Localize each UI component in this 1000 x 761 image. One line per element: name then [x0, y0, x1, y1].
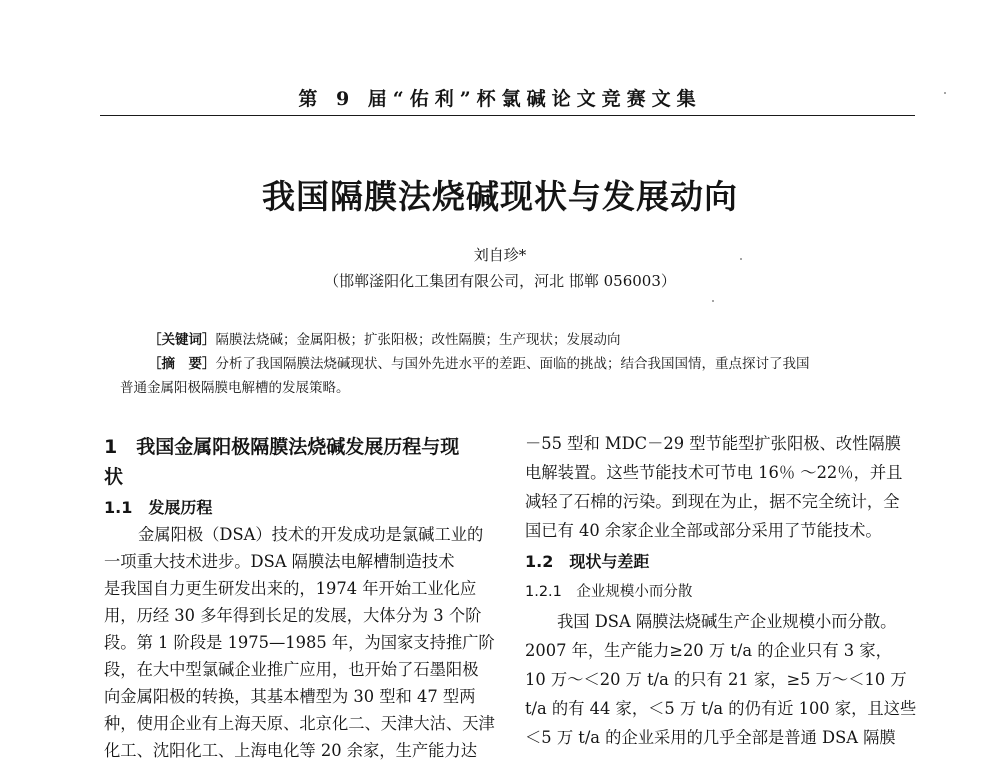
body-line: 2007 年，生产能力≥20 万 t/a 的企业只有 3 家， [525, 641, 892, 660]
body-line: 向金属阳极的转换，其基本槽型为 30 型和 47 型两 [104, 687, 476, 706]
body-line: －55 型和 MDC－29 型节能型扩张阳极、改性隔膜 [525, 434, 901, 453]
body-line: 段，在大中型氯碱企业推广应用，也开始了石墨阳极 [104, 660, 479, 679]
body-line: 电解装置。这些节能技术可节电 16％ ～22％，并且 [525, 463, 903, 482]
running-head: 第 9 届“佑利”杯氯碱论文竞赛文集 [298, 88, 702, 110]
article-title: 我国隔膜法烧碱现状与发展动向 [262, 177, 738, 216]
body-line: 减轻了石棉的污染。到现在为止，据不完全统计，全 [525, 492, 900, 511]
body-line: 段。第 1 阶段是 1975—1985 年，为国家支持推广阶 [104, 633, 495, 652]
author-name: 刘自珍* [473, 246, 527, 264]
abstract-text-line-2: 普通金属阳极隔膜电解槽的发展策略。 [120, 380, 350, 396]
body-line: t/a 的有 44 家，＜5 万 t/a 的仍有近 100 家，且这些 [525, 699, 917, 718]
section-1-2-heading: 1.2 现状与差距 [525, 552, 650, 571]
body-line: 用，历经 30 多年得到长足的发展，大体分为 3 个阶 [104, 606, 482, 625]
section-1-2-1-heading: 1.2.1 企业规模小而分散 [525, 584, 693, 600]
section-1-1-heading: 1.1 发展历程 [104, 498, 213, 517]
body-line: 金属阳极（DSA）技术的开发成功是氯碱工业的 [138, 525, 484, 544]
abstract-text-line-1: 分析了我国隔膜法烧碱现状、与国外先进水平的差距、面临的挑战；结合我国国情，重点探讨了我国 [215, 356, 810, 372]
scan-speck [712, 300, 714, 302]
scan-speck [740, 258, 742, 260]
keywords [148, 328, 621, 348]
body-line: 我国 DSA 隔膜法烧碱生产企业规模小而分散。 [557, 612, 897, 631]
abstract-tag: ［摘 要］ [148, 356, 216, 372]
body-line: 10 万～＜20 万 t/a 的只有 21 家，≥5 万～＜10 万 [525, 670, 907, 689]
section-1-heading-line-1: 1 我国金属阳极隔膜法烧碱发展历程与现 [104, 436, 460, 458]
author-affiliation: （邯郸滏阳化工集团有限公司，河北 邯郸 056003） [324, 272, 676, 290]
body-line: 化工、沈阳化工、上海电化等 20 余家，生产能力达 [104, 741, 477, 760]
scan-speck [944, 92, 946, 94]
body-line: 是我国自力更生研发出来的，1974 年开始工业化应 [104, 579, 477, 598]
body-line: 国已有 40 余家企业全部或部分采用了节能技术。 [525, 521, 882, 540]
body-line: 一项重大技术进步。DSA 隔膜法电解槽制造技术 [104, 552, 455, 571]
body-line: 种，使用企业有上海天原、北京化二、天津大沽、天津 [104, 714, 495, 733]
section-1-heading-line-2: 状 [104, 466, 124, 488]
abstract [148, 352, 810, 372]
keywords-tag: ［关键词］ [148, 332, 216, 348]
keywords-text: 隔膜法烧碱；金属阳极；扩张阳极；改性隔膜；生产现状；发展动向 [215, 332, 621, 348]
body-line: ＜5 万 t/a 的企业采用的几乎全部是普通 DSA 隔膜 [525, 728, 896, 747]
header-rule [100, 115, 915, 116]
